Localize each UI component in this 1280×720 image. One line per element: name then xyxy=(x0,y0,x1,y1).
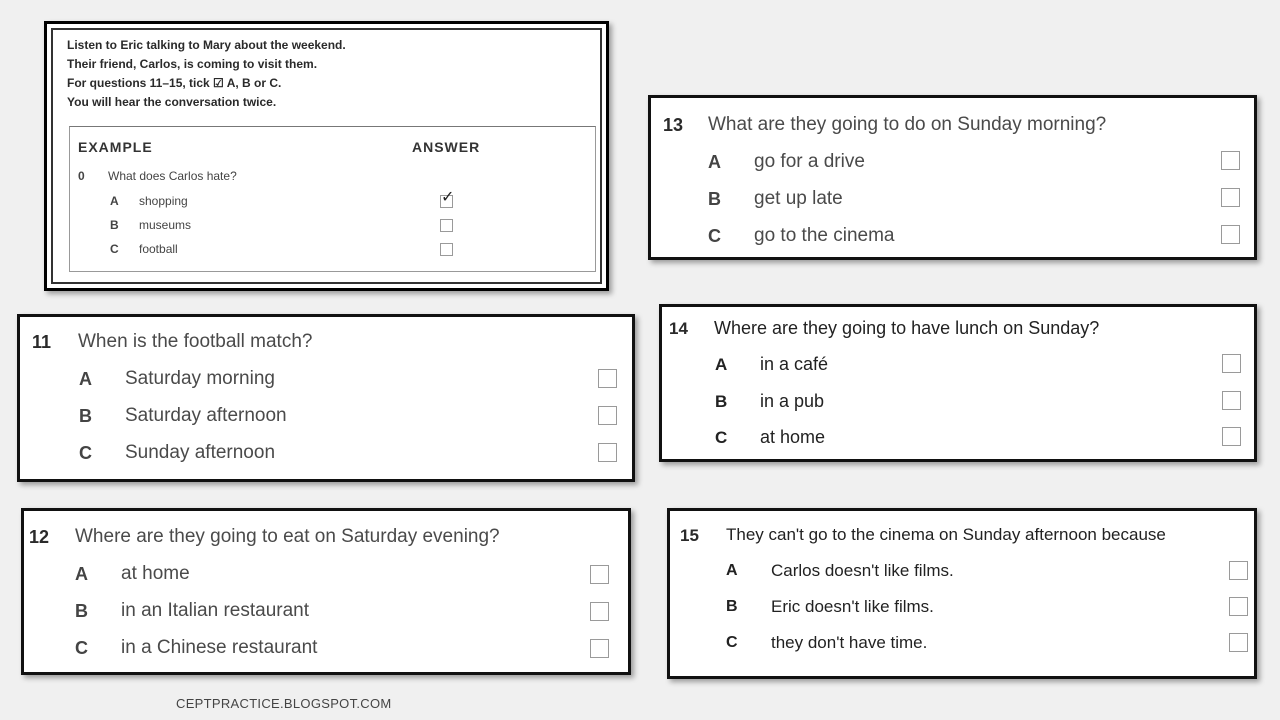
instruction-line-3: For questions 11–15, tick ☑ A, B or C. xyxy=(67,76,282,90)
answer-checkbox[interactable] xyxy=(598,406,617,425)
answer-checkbox[interactable] xyxy=(1229,561,1248,580)
example-option-text: shopping xyxy=(139,194,188,208)
example-option-letter: C xyxy=(110,242,119,256)
example-tick-icon: ✓ xyxy=(441,189,455,206)
option-letter: A xyxy=(79,369,92,389)
option-letter: A xyxy=(715,355,728,374)
answer-checkbox[interactable] xyxy=(590,565,609,584)
answer-checkbox[interactable] xyxy=(1222,391,1241,410)
question-text: Where are they going to have lunch on Sunday? xyxy=(714,318,1100,338)
option-letter: C xyxy=(715,428,728,447)
instruction-line-4: You will hear the conversation twice. xyxy=(67,95,277,109)
example-option-letter: B xyxy=(110,218,119,232)
option-letter: B xyxy=(708,189,721,209)
example-checkbox-c[interactable] xyxy=(440,243,453,256)
option-letter: B xyxy=(79,406,92,426)
option-letter: C xyxy=(79,443,92,463)
question-number: 11 xyxy=(32,332,52,352)
option-letter: A xyxy=(726,562,738,579)
example-label: EXAMPLE xyxy=(78,139,153,155)
question-number: 15 xyxy=(680,526,699,545)
option-text: in an Italian restaurant xyxy=(121,600,310,621)
option-letter: B xyxy=(726,598,738,615)
instructions-panel xyxy=(44,21,609,291)
option-text: get up late xyxy=(754,188,843,209)
option-text: they don't have time. xyxy=(771,633,928,652)
answer-checkbox[interactable] xyxy=(1222,427,1241,446)
answer-checkbox[interactable] xyxy=(1222,354,1241,373)
answer-checkbox[interactable] xyxy=(590,639,609,658)
question-text: They can't go to the cinema on Sunday afternoon because xyxy=(726,525,1166,544)
question-text: Where are they going to eat on Saturday evening? xyxy=(75,526,500,547)
option-text: Saturday morning xyxy=(125,368,275,389)
option-letter: B xyxy=(715,392,728,411)
example-option-text: football xyxy=(139,242,178,256)
answer-checkbox[interactable] xyxy=(1221,225,1240,244)
instructions-inner-frame xyxy=(51,28,602,284)
option-text: in a café xyxy=(760,354,829,374)
example-number: 0 xyxy=(78,169,85,183)
question-text: When is the football match? xyxy=(78,331,313,352)
question-text: What are they going to do on Sunday morning? xyxy=(708,114,1107,135)
question-12-panel xyxy=(21,508,631,675)
instruction-line-2: Their friend, Carlos, is coming to visit them. xyxy=(67,57,318,71)
example-option-letter: A xyxy=(110,194,119,208)
option-text: Eric doesn't like films. xyxy=(771,597,934,616)
option-text: at home xyxy=(121,563,190,584)
option-text: Saturday afternoon xyxy=(125,405,287,426)
question-number: 13 xyxy=(663,115,684,135)
answer-checkbox[interactable] xyxy=(1229,633,1248,652)
option-letter: A xyxy=(708,152,721,172)
option-text: in a pub xyxy=(760,391,825,411)
option-letter: C xyxy=(708,226,721,246)
example-box xyxy=(69,126,596,272)
question-13-panel xyxy=(648,95,1257,260)
option-text: go for a drive xyxy=(754,151,865,172)
option-text: in a Chinese restaurant xyxy=(121,637,318,658)
answer-checkbox[interactable] xyxy=(598,369,617,388)
answer-label: ANSWER xyxy=(412,139,481,155)
option-text: Sunday afternoon xyxy=(125,442,276,463)
answer-checkbox[interactable] xyxy=(1229,597,1248,616)
example-option-text: museums xyxy=(139,218,192,232)
answer-checkbox[interactable] xyxy=(1221,188,1240,207)
question-15-panel xyxy=(667,508,1257,679)
option-text: at home xyxy=(760,427,826,447)
example-question: What does Carlos hate? xyxy=(108,169,237,183)
option-letter: B xyxy=(75,601,88,621)
answer-checkbox[interactable] xyxy=(590,602,609,621)
option-letter: C xyxy=(75,638,88,658)
example-checkbox-b[interactable] xyxy=(440,219,453,232)
footer-url[interactable]: CEPTPRACTICE.BLOGSPOT.COM xyxy=(176,696,392,711)
option-text: Carlos doesn't like films. xyxy=(771,561,954,580)
option-letter: C xyxy=(726,634,738,651)
option-letter: A xyxy=(75,564,88,584)
question-14-panel xyxy=(659,304,1257,462)
answer-checkbox[interactable] xyxy=(1221,151,1240,170)
question-11-panel xyxy=(17,314,635,482)
question-number: 14 xyxy=(669,319,688,338)
option-text: go to the cinema xyxy=(754,225,895,246)
question-number: 12 xyxy=(29,527,50,547)
answer-checkbox[interactable] xyxy=(598,443,617,462)
instruction-line-1: Listen to Eric talking to Mary about the weekend. xyxy=(67,38,346,52)
